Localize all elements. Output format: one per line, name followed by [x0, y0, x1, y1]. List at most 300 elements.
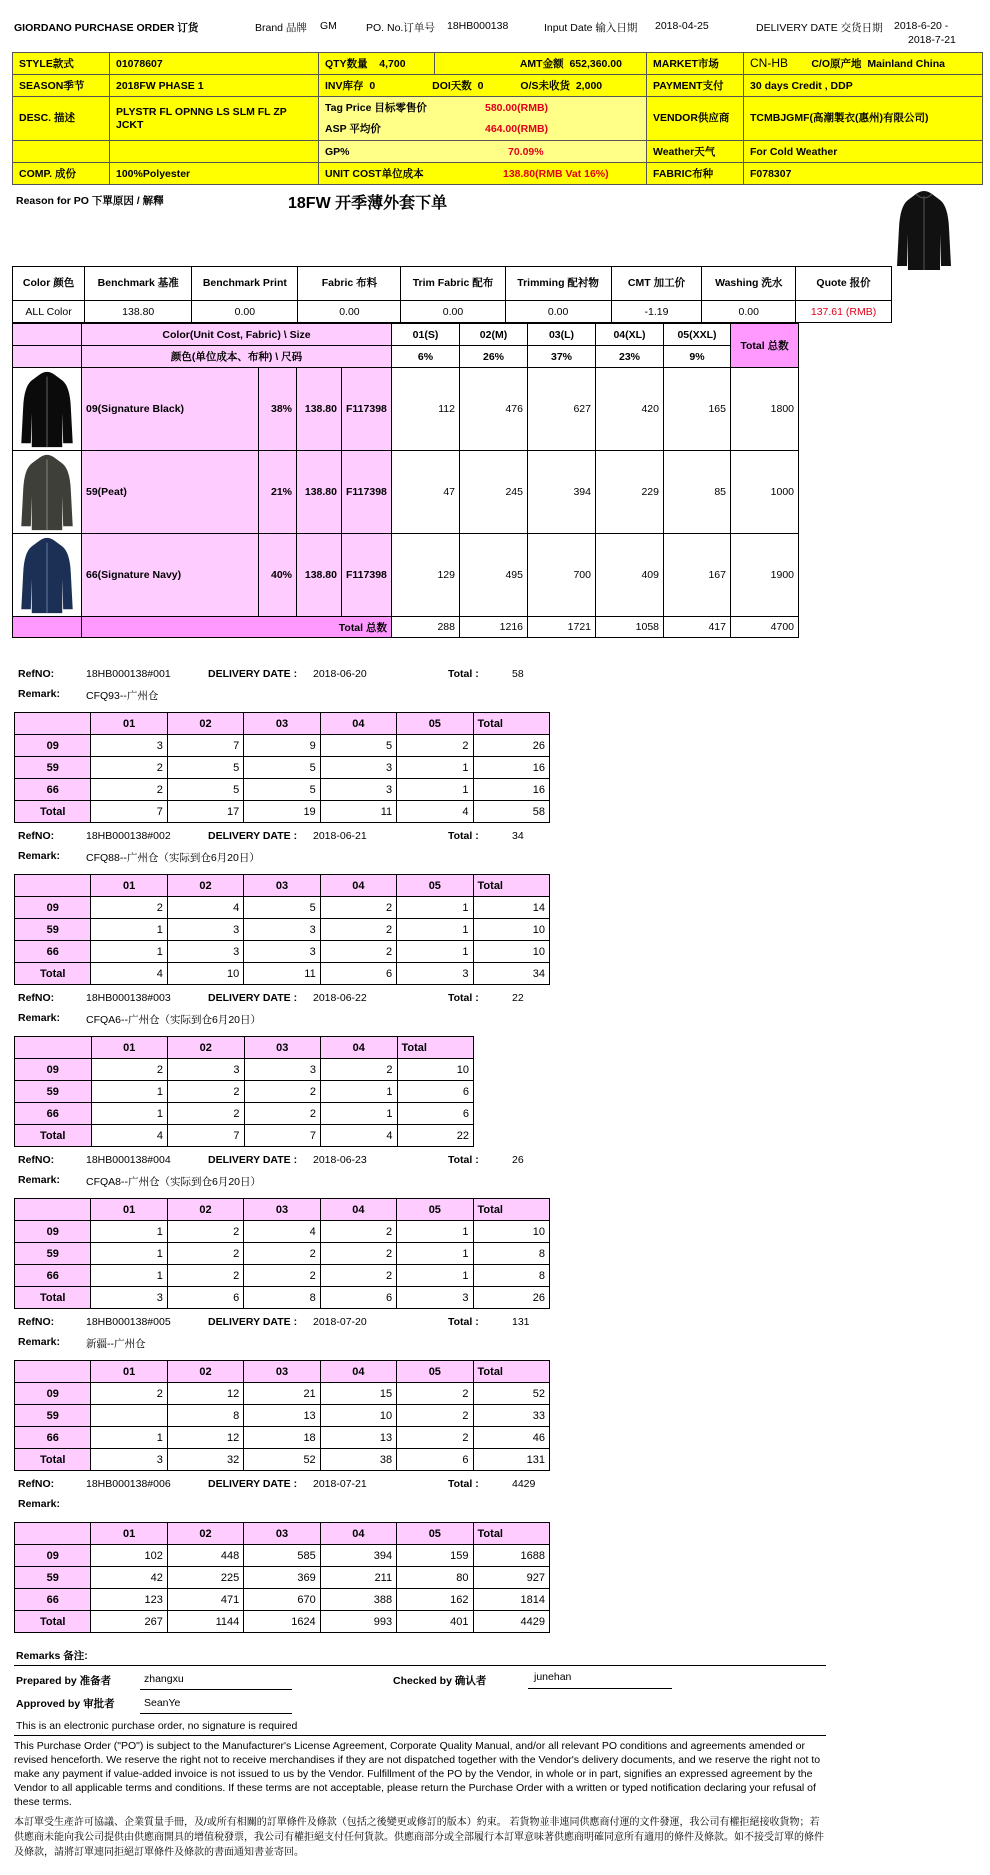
- qty-cell: 229: [596, 451, 664, 534]
- size-header: 05: [397, 875, 473, 897]
- size-header: 03(L): [528, 324, 596, 346]
- qty-cell: 388: [320, 1589, 396, 1611]
- bench-value: 0.00: [192, 301, 298, 323]
- row-label: 09: [15, 735, 91, 757]
- vendor-value: TCMBJGMF(高潮製衣(惠州)有限公司): [744, 97, 983, 141]
- delivery-row: [15, 757, 550, 779]
- delivery-row: [15, 897, 550, 919]
- qty-cell: 3: [397, 963, 473, 985]
- row-total: 1900: [731, 534, 799, 617]
- qty-cell: 5: [167, 779, 243, 801]
- delivery-size-table: [14, 1198, 550, 1309]
- bench-header: Trim Fabric 配布: [401, 267, 505, 301]
- qty-cell: 2: [244, 1103, 321, 1125]
- qty-cell: 129: [392, 534, 460, 617]
- grand-total: 4700: [731, 617, 799, 638]
- row-label: 66: [15, 1265, 91, 1287]
- bench-value: 0.00: [702, 301, 796, 323]
- delivery-date: 2018-07-20: [313, 1316, 367, 1328]
- delivery-size-table: [14, 874, 550, 985]
- qty-cell: 10: [320, 1405, 396, 1427]
- qty-cell: 12: [167, 1383, 243, 1405]
- total-header: Total: [397, 1037, 474, 1059]
- delivery-row: [15, 1383, 550, 1405]
- qty-cell: 211: [320, 1567, 396, 1589]
- qty-cell: 1: [91, 1221, 167, 1243]
- color-cost: 138.80: [297, 451, 342, 534]
- delivery-date-label: DELIVERY DATE :: [208, 668, 298, 680]
- row-label: 66: [15, 779, 91, 801]
- qty-cell: 2: [321, 1059, 398, 1081]
- qty-label: QTY数量: [325, 58, 368, 70]
- qty-cell: 1688: [473, 1545, 549, 1567]
- row-label: 09: [15, 1545, 91, 1567]
- gp-label: GP%: [325, 145, 350, 158]
- delivery-row: [15, 779, 550, 801]
- size-header: 02: [167, 1361, 243, 1383]
- qty-cell: 3: [244, 919, 320, 941]
- qty-cell: 19: [244, 801, 320, 823]
- qty-cell: 32: [167, 1449, 243, 1471]
- delivery-header-row: [15, 875, 550, 897]
- prepared-value: zhangxu: [144, 1673, 184, 1685]
- delivery-remark: [18, 1174, 578, 1192]
- qty-cell: 3: [320, 779, 396, 801]
- qty-cell: 5: [244, 757, 320, 779]
- qty-cell: 123: [91, 1589, 167, 1611]
- size-pct: 37%: [528, 346, 596, 368]
- color-row: [13, 534, 799, 617]
- qty-cell: 3: [167, 919, 243, 941]
- qty-cell: 4: [167, 897, 243, 919]
- benchmark-table: [12, 266, 892, 323]
- size-header: 01: [91, 1523, 167, 1545]
- delivery-meta: [18, 1154, 578, 1172]
- total-blank-cell: [13, 617, 82, 638]
- delivery-meta: [18, 830, 578, 848]
- row-label: 09: [15, 1059, 92, 1081]
- size-total: 1216: [460, 617, 528, 638]
- qty-cell: 1: [321, 1081, 398, 1103]
- qty-cell: 3: [244, 941, 320, 963]
- qty-cell: 1: [397, 1221, 473, 1243]
- qty-cell: 7: [91, 801, 167, 823]
- color-pct: 38%: [259, 368, 297, 451]
- corner-cell: [15, 875, 91, 897]
- qty-cell: 6: [320, 1287, 396, 1309]
- size-pct-row: [13, 346, 799, 368]
- delivery-row: [15, 1427, 550, 1449]
- size-header: 03: [244, 1523, 320, 1545]
- size-header: 03: [244, 1199, 320, 1221]
- row-label: Total: [15, 1449, 91, 1471]
- size-header: 05: [397, 713, 473, 735]
- season-label: SEASON季节: [13, 75, 110, 97]
- size-pct: 9%: [664, 346, 731, 368]
- qty-cell: 2: [397, 735, 473, 757]
- corner-cell: [15, 713, 91, 735]
- color-fabric: F117398: [342, 451, 392, 534]
- qty-cell: 167: [664, 534, 731, 617]
- weather-label: Weather天气: [647, 141, 744, 163]
- row-total: 1000: [731, 451, 799, 534]
- grand-total-label: Total 总数: [82, 617, 392, 638]
- qty-cell: 10: [167, 963, 243, 985]
- qty-cell: 2: [167, 1265, 243, 1287]
- asp-value: 464.00(RMB): [485, 122, 549, 135]
- po-info-table: [12, 52, 983, 185]
- co-label: C/O原产地: [811, 58, 862, 70]
- qty-cell: 10: [397, 1059, 474, 1081]
- qty-cell: 1: [397, 1243, 473, 1265]
- qty-cell: 5: [244, 897, 320, 919]
- size-header: 03: [244, 1037, 321, 1059]
- qty-cell: 8: [473, 1243, 549, 1265]
- row-total: 1800: [731, 368, 799, 451]
- color-row: [13, 368, 799, 451]
- delivery-size-table: [14, 712, 550, 823]
- qty-cell: 6: [397, 1081, 474, 1103]
- ref-label: RefNO:: [18, 1154, 55, 1166]
- delivery-meta: [18, 1316, 578, 1334]
- delivery-total: 26: [512, 1154, 524, 1166]
- ref-no: 18HB000138#005: [86, 1316, 171, 1328]
- size-header: 01: [91, 1199, 167, 1221]
- delivery-size-table: [14, 1360, 550, 1471]
- qty-cell: [91, 1405, 167, 1427]
- qty-cell: 476: [460, 368, 528, 451]
- delivery-header-row: [15, 713, 550, 735]
- delivery-row: [15, 1221, 550, 1243]
- qty-cell: 58: [473, 801, 549, 823]
- remark-value: CFQA8--广州仓（实际到仓6月20日）: [86, 1176, 262, 1188]
- size-total: 1058: [596, 617, 664, 638]
- row-label: Total: [15, 1611, 91, 1633]
- delivery-total-label: Total :: [448, 1154, 479, 1166]
- qty-cell: 11: [320, 801, 396, 823]
- qty-cell: 52: [473, 1383, 549, 1405]
- delivery-meta: [18, 668, 578, 686]
- delivery-total: 58: [512, 668, 524, 680]
- qty-cell: 10: [473, 919, 549, 941]
- delivery-header-row: [15, 1037, 474, 1059]
- qty-cell: 165: [664, 368, 731, 451]
- qty-cell: 2: [397, 1427, 473, 1449]
- delivery-total: 34: [512, 830, 524, 842]
- qty-cell: 1: [91, 1265, 167, 1287]
- size-header: 02(M): [460, 324, 528, 346]
- qty-cell: 369: [244, 1567, 320, 1589]
- color-name: 66(Signature Navy): [82, 534, 259, 617]
- qty-cell: 2: [320, 897, 396, 919]
- peat-jacket-image: [19, 452, 75, 532]
- tag-price-value: 580.00(RMB): [485, 101, 549, 114]
- reason-label: Reason for PO 下單原因 / 解釋: [16, 195, 164, 207]
- row-label: Total: [15, 801, 91, 823]
- bench-value: 0.00: [505, 301, 611, 323]
- bench-value: 0.00: [401, 301, 505, 323]
- delivery-row: [15, 1545, 550, 1567]
- fabric-label: FABRIC布种: [647, 163, 744, 185]
- remark-value: CFQ93--广州仓: [86, 690, 159, 702]
- asp-label: ASP 平均价: [325, 122, 381, 135]
- delivery-date-start: 2018-6-20 -: [894, 20, 949, 32]
- color-cost: 138.80: [297, 534, 342, 617]
- qty-cell: 47: [392, 451, 460, 534]
- desc-value: PLYSTR FL OPNNG LS SLM FL ZP JCKT: [110, 97, 319, 141]
- unit-cost-value: 138.80(RMB Vat 16%): [503, 168, 609, 180]
- qty-cell: 2: [91, 757, 167, 779]
- payment-value: 30 days Credit , DDP: [744, 75, 983, 97]
- delivery-row: [15, 801, 550, 823]
- qty-cell: 2: [320, 1243, 396, 1265]
- row-label: 09: [15, 1221, 91, 1243]
- benchmark-header-row: [13, 267, 892, 301]
- delivery-total-label: Total :: [448, 1316, 479, 1328]
- delivery-row: [15, 1589, 550, 1611]
- qty-cell: 2: [320, 1265, 396, 1287]
- qty-cell: 1: [397, 757, 473, 779]
- qty-cell: 1: [91, 941, 167, 963]
- row-label: 66: [15, 1103, 92, 1125]
- color-name: 09(Signature Black): [82, 368, 259, 451]
- ref-label: RefNO:: [18, 992, 55, 1004]
- delivery-row: [15, 963, 550, 985]
- delivery-remark: [18, 1498, 578, 1516]
- delivery-date: 2018-07-21: [313, 1478, 367, 1490]
- row-label: 59: [15, 919, 91, 941]
- delivery-date-label: DELIVERY DATE :: [208, 1478, 298, 1490]
- qty-cell: 448: [167, 1545, 243, 1567]
- qty-cell: 12: [167, 1427, 243, 1449]
- qty-cell: 1: [91, 1427, 167, 1449]
- qty-cell: 2: [244, 1243, 320, 1265]
- qty-cell: 2: [397, 1383, 473, 1405]
- row-label: 59: [15, 1567, 91, 1589]
- qty-cell: 131: [473, 1449, 549, 1471]
- qty-cell: 1: [397, 779, 473, 801]
- qty-cell: 8: [244, 1287, 320, 1309]
- ref-no: 18HB000138#001: [86, 668, 171, 680]
- blank-cell: [110, 141, 319, 163]
- qty-cell: 80: [397, 1567, 473, 1589]
- size-total: 1721: [528, 617, 596, 638]
- image-header-cell: [13, 346, 82, 368]
- bench-value: 0.00: [298, 301, 401, 323]
- qty-cell: 1814: [473, 1589, 549, 1611]
- color-size-title-cn: 颜色(单位成本、布种) \ 尺码: [82, 346, 392, 368]
- delivery-remark: [18, 850, 578, 868]
- qty-cell: 2: [91, 1059, 168, 1081]
- qty-cell: 3: [167, 941, 243, 963]
- brand-label: Brand 品牌: [255, 22, 307, 34]
- qty-cell: 3: [244, 1059, 321, 1081]
- qty-cell: 34: [473, 963, 549, 985]
- terms-chinese: 本訂單受生產許可協議、企業質量手冊，及/或所有相關的訂單條件及條款（包括之後變更或修訂的版本）約束。 若貨物並非連同供應商付運的文件發運，我公司有權拒絕接收貨物；若供應商未能向我公司提供由供應商開具的增值稅發票，我公司有權拒絕支付任何貨款。供應商部分或全部履行本訂單意味著供應商明確同意所有適用的條件及條款。如不接受訂單的條件及條款，請將訂單連同拒絕訂單條件及條款的書面通知書並寄回。: [14, 1817, 824, 1858]
- desc-label: DESC. 描述: [13, 97, 110, 141]
- delivery-row: [15, 1125, 474, 1147]
- vendor-label: VENDOR供应商: [647, 97, 744, 141]
- delivery-row: [15, 1265, 550, 1287]
- qty-cell: 52: [244, 1449, 320, 1471]
- qty-cell: 7: [244, 1125, 321, 1147]
- size-total: 417: [664, 617, 731, 638]
- size-header: 04: [320, 713, 396, 735]
- delivery-row: [15, 1243, 550, 1265]
- delivery-meta: [18, 992, 578, 1010]
- size-header: 04(XL): [596, 324, 664, 346]
- delivery-header-row: [15, 1361, 550, 1383]
- delivery-date: 2018-06-21: [313, 830, 367, 842]
- inventory-cell: [319, 75, 647, 97]
- delivery-size-table: [14, 1522, 550, 1633]
- corner-cell: [15, 1361, 91, 1383]
- qty-cell: 225: [167, 1567, 243, 1589]
- color-size-table: [12, 323, 799, 638]
- row-label: 09: [15, 897, 91, 919]
- remark-label: Remark:: [18, 688, 61, 700]
- qty-cell: 394: [320, 1545, 396, 1567]
- delivery-date-label: DELIVERY DATE :: [208, 830, 298, 842]
- qty-cell: 670: [244, 1589, 320, 1611]
- ref-no: 18HB000138#003: [86, 992, 171, 1004]
- qty-cell: 6: [397, 1449, 473, 1471]
- size-header: 04: [320, 1523, 396, 1545]
- qty-cell: 11: [244, 963, 320, 985]
- qty-cell: 1: [397, 897, 473, 919]
- size-header: 03: [244, 1361, 320, 1383]
- co-value: Mainland China: [867, 58, 945, 70]
- qty-cell: 26: [473, 1287, 549, 1309]
- checked-value: junehan: [534, 1671, 572, 1683]
- qty-cell: 159: [397, 1545, 473, 1567]
- comp-label: COMP. 成份: [13, 163, 110, 185]
- market-cell: [744, 53, 983, 75]
- delivery-date-label: DELIVERY DATE :: [208, 1316, 298, 1328]
- qty-cell: 1: [91, 1103, 168, 1125]
- size-header-row: [13, 324, 799, 346]
- gp-cell: [319, 141, 647, 163]
- signature-line: [140, 1713, 292, 1714]
- size-pct: 6%: [392, 346, 460, 368]
- os-value: 2,000: [575, 80, 603, 92]
- qty-cell: 401: [397, 1611, 473, 1633]
- size-header: 03: [244, 875, 320, 897]
- delivery-remark: [18, 1336, 578, 1354]
- qty-cell: 10: [473, 941, 549, 963]
- company-title: GIORDANO PURCHASE ORDER 订货: [14, 22, 199, 34]
- color-name: 59(Peat): [82, 451, 259, 534]
- qty-cell: 6: [320, 963, 396, 985]
- row-label: Total: [15, 1125, 92, 1147]
- total-header: Total: [473, 1361, 549, 1383]
- qty-cell: 1: [321, 1103, 398, 1125]
- qty-cell: 5: [244, 779, 320, 801]
- order-title: 18FW 开季薄外套下单: [288, 195, 448, 212]
- qty-cell: 8: [473, 1265, 549, 1287]
- delivery-remark: [18, 688, 578, 706]
- qty-value: 4,700: [379, 58, 406, 70]
- gp-value: 70.09%: [508, 145, 544, 158]
- qty-cell: 927: [473, 1567, 549, 1589]
- delivery-row: [15, 1405, 550, 1427]
- bench-header: Washing 洗水: [702, 267, 796, 301]
- bench-value: 138.80: [85, 301, 192, 323]
- po-label: PO. No.订单号: [366, 22, 435, 34]
- bench-header: CMT 加工价: [611, 267, 702, 301]
- qty-cell: 9: [244, 735, 320, 757]
- navy-jacket-image: [19, 535, 75, 615]
- delivery-date-label: DELIVERY DATE :: [208, 992, 298, 1004]
- delivery-total-label: Total :: [448, 992, 479, 1004]
- doi-label: DOI天数: [432, 80, 472, 92]
- qty-cell: 2: [168, 1103, 245, 1125]
- delivery-total-label: Total :: [448, 1478, 479, 1490]
- row-label: 66: [15, 1427, 91, 1449]
- electronic-note: This is an electronic purchase order, no signature is required: [16, 1720, 298, 1732]
- qty-cell: 2: [320, 941, 396, 963]
- row-label: 59: [15, 1405, 91, 1427]
- color-size-title: Color(Unit Cost, Fabric) \ Size: [82, 324, 392, 346]
- bench-header: Quote 报价: [796, 267, 892, 301]
- ref-no: 18HB000138#006: [86, 1478, 171, 1490]
- total-header: Total: [473, 1199, 549, 1221]
- color-cost: 138.80: [297, 368, 342, 451]
- qty-cell: 7: [168, 1125, 245, 1147]
- bench-header: Fabric 布料: [298, 267, 401, 301]
- qty-cell: 2: [320, 1221, 396, 1243]
- divider: [14, 1665, 826, 1666]
- brand-value: GM: [320, 20, 337, 32]
- unit-cost-label: UNIT COST单位成本: [325, 168, 424, 180]
- qty-cell: 7: [167, 735, 243, 757]
- ref-label: RefNO:: [18, 668, 55, 680]
- signature-line: [140, 1689, 292, 1690]
- qty-cell: 2: [167, 1243, 243, 1265]
- ref-label: RefNO:: [18, 1478, 55, 1490]
- qty-cell: 2: [320, 919, 396, 941]
- qty-cell: 1: [397, 941, 473, 963]
- qty-cell: 2: [91, 779, 167, 801]
- qty-cell: 3: [91, 735, 167, 757]
- color-thumb-cell: [13, 368, 82, 451]
- bench-value: ALL Color: [13, 301, 85, 323]
- delivery-row: [15, 735, 550, 757]
- prepared-label: Prepared by 准备者: [16, 1675, 112, 1687]
- size-header: 02: [167, 1199, 243, 1221]
- qty-cell: 585: [244, 1545, 320, 1567]
- bench-header: Benchmark Print: [192, 267, 298, 301]
- qty-cell: 15: [320, 1383, 396, 1405]
- row-label: 59: [15, 1243, 91, 1265]
- price-cell: [319, 97, 647, 141]
- color-pct: 21%: [259, 451, 297, 534]
- qty-cell: 46: [473, 1427, 549, 1449]
- delivery-header-row: [15, 1523, 550, 1545]
- qty-cell: 2: [91, 897, 167, 919]
- row-label: Total: [15, 1287, 91, 1309]
- qty-cell: 993: [320, 1611, 396, 1633]
- qty-cell: 1: [397, 1265, 473, 1287]
- qty-cell: 1: [91, 919, 167, 941]
- input-date-label: Input Date 输入日期: [544, 22, 638, 34]
- size-header: 01: [91, 875, 167, 897]
- qty-cell: 4: [91, 1125, 168, 1147]
- qty-cell: 3: [91, 1449, 167, 1471]
- qty-cell: 1: [91, 1081, 168, 1103]
- delivery-meta: [18, 1478, 578, 1496]
- color-fabric: F117398: [342, 534, 392, 617]
